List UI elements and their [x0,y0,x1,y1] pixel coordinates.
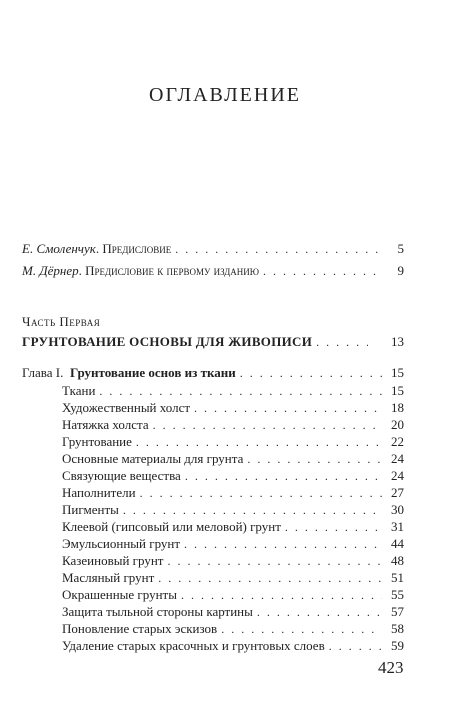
toc-entry-preface-1[interactable] [22,241,404,257]
chapter-prefix: Глава I. [22,365,64,380]
entry-page-number: 58 [391,621,404,636]
entry-page-number: 30 [391,502,404,517]
author-name: Е. Смоленчук [22,241,96,256]
dot-leader [247,451,382,467]
entry-page-number: 51 [391,570,404,585]
entry-label: Окрашенные грунты [62,587,177,602]
toc-entry-chapter[interactable] [22,365,404,381]
toc-entry-section[interactable] [22,434,404,450]
part-title: ГРУНТОВАНИЕ ОСНОВЫ ДЛЯ ЖИВОПИСИ [22,334,313,349]
toc-entry-section[interactable] [22,400,404,416]
dot-leader [263,263,382,279]
dot-leader [140,485,382,501]
entry-page-number: 59 [391,638,404,653]
toc-entry-section[interactable] [22,621,404,637]
toc-entry-part[interactable] [22,334,404,350]
author-name: М. Дёрнер [22,263,79,278]
dot-leader [99,383,382,399]
entry-page-number: 20 [391,417,404,432]
toc-entry-section[interactable] [22,417,404,433]
entry-page-number: 57 [391,604,404,619]
entry-label: Пигменты [62,502,119,517]
entry-page-number: 44 [391,536,404,551]
entry-page-number: 9 [397,263,404,278]
entry-page-number: 27 [391,485,404,500]
entry-label: Поновление старых эскизов [62,621,218,636]
entry-label: Удаление старых красочных и грунтовых слоев [62,638,325,653]
dot-leader [316,334,368,350]
toc-entry-section[interactable] [22,587,404,603]
dot-leader [185,468,382,484]
toc-entry-section[interactable] [22,383,404,399]
entry-label: М. Дёрнер. Предисловие к первому изданию [22,263,259,278]
entry-label [22,365,236,381]
toc-entry-section[interactable] [22,536,404,552]
entry-text: Предисловие к первому изданию [85,263,259,278]
dot-leader [153,417,382,433]
dot-leader [240,365,382,381]
toc-entry-section[interactable] [22,570,404,586]
entry-text: Предисловие [102,241,172,256]
entry-label: Казеиновый грунт [62,553,164,568]
dot-leader [257,604,382,620]
entry-label: Художественный холст [62,400,191,415]
entry-label: Эмульсионный грунт [62,536,181,551]
dot-leader [123,502,382,518]
entry-page-number: 15 [391,383,404,398]
chapter-title: Грунтование основ из ткани [70,365,236,380]
entry-page-number: 13 [391,334,404,349]
toc-entry-section[interactable] [22,638,404,654]
entry-label: Грунтование [62,434,132,449]
toc-entry-section[interactable] [22,468,404,484]
entry-page-number: 18 [391,400,404,415]
toc-entry-preface-2[interactable] [22,263,404,279]
dot-leader [136,434,382,450]
entry-page-number: 22 [391,434,404,449]
toc-entry-section[interactable] [22,519,404,535]
entry-label: Связующие вещества [62,468,181,483]
entry-page-number: 5 [397,241,404,256]
dot-leader [184,536,382,552]
dot-leader [221,621,382,637]
toc-entry-section[interactable] [22,451,404,467]
entry-label: Клеевой (гипсовый или меловой) грунт [62,519,281,534]
dot-leader [194,400,382,416]
entry-label: Масляный грунт [62,570,155,585]
entry-label: Ткани [62,383,96,398]
entry-page-number: 24 [391,468,404,483]
entry-label: Натяжка холста [62,417,149,432]
dot-leader [285,519,382,535]
dot-leader [167,553,382,569]
toc-entry-section[interactable] [22,604,404,620]
part-label: Часть Первая [22,314,101,329]
toc-entry-section[interactable] [22,553,404,569]
dot-leader [175,241,382,257]
entry-page-number: 24 [391,451,404,466]
toc-entry-section[interactable] [22,485,404,501]
entry-page-number: 31 [391,519,404,534]
entry-label: Наполнители [62,485,136,500]
toc-entry-section[interactable] [22,502,404,518]
entry-page-number: 55 [391,587,404,602]
page-number: 423 [378,658,404,677]
page-title: ОГЛАВЛЕНИЕ [149,84,301,106]
dot-leader [158,570,382,586]
dot-leader [329,638,382,654]
entry-label: Защита тыльной стороны картины [62,604,253,619]
entry-label: Е. Смоленчук. Предисловие [22,241,172,256]
dot-leader [181,587,382,603]
entry-label: Основные материалы для грунта [62,451,244,466]
entry-page-number: 15 [391,365,404,380]
entry-page-number: 48 [391,553,404,568]
